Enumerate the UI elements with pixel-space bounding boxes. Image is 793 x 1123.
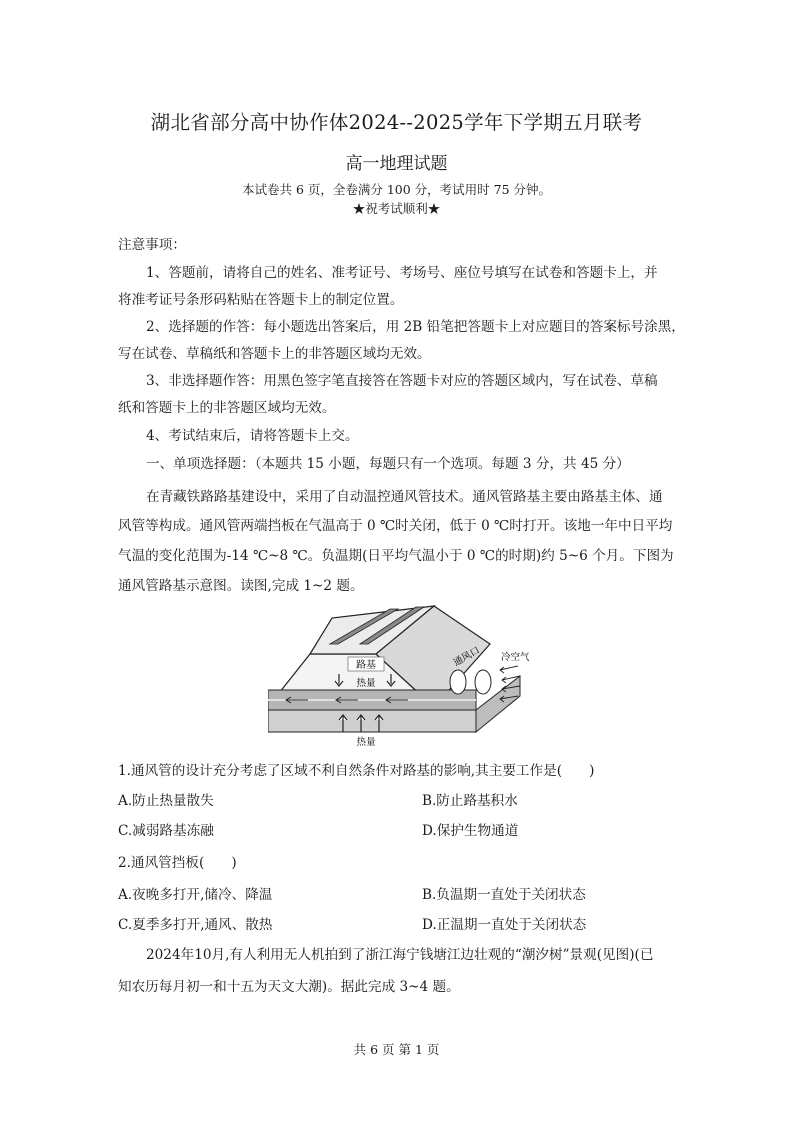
exam-info-line: 本试卷共 6 页，全卷满分 100 分，考试用时 75 分钟。 — [241, 182, 552, 197]
notice-item-1-line-2: 将准考证号条形码粘贴在答题卡上的制定位置。 — [118, 292, 404, 308]
passage-2-line-2: 知农历每月初一和十五为天文大潮)。据此完成 3~4 题。 — [118, 979, 460, 995]
question-2-option-b: B.负温期一直处于关闭状态 — [422, 887, 586, 903]
passage-1-line-4: 通风管路基示意图。读图,完成 1~2 题。 — [118, 578, 364, 594]
question-1-option-d: D.保护生物通道 — [422, 823, 519, 839]
passage-2-line-1: 2024年10月,有人利用无人机拍到了浙江海宁钱塘江边壮观的“潮汐树”景观(见图)(已 — [146, 947, 654, 963]
passage-1-line-1: 在青藏铁路路基建设中，采用了自动温控通风管技术。通风管路基主要由路基主体、通 — [146, 489, 663, 505]
notice-heading: 注意事项： — [118, 237, 186, 253]
question-2-option-a: A.夜晚多打开,储冷、降温 — [118, 887, 273, 903]
question-2-option-d: D.正温期一直处于关闭状态 — [422, 917, 587, 933]
question-2-stem: 2.通风管挡板( ) — [118, 855, 237, 871]
passage-1-line-3: 气温的变化范围为-14 ℃~8 ℃。负温期(日平均气温小于 0 ℃的时期)约 5~6 个月。下图为 — [118, 548, 674, 564]
notice-item-3-line-1: 3、非选择题作答：用黑色签字笔直接答在答题卡对应的答题区域内，写在试卷、草稿 — [146, 373, 658, 389]
vent-label: 通风口 — [451, 644, 482, 669]
section-heading: 一、单项选择题：（本题共 15 小题，每题只有一个选项。每题 3 分，共 45 分） — [146, 456, 630, 472]
question-1-option-a: A.防止热量散失 — [118, 793, 214, 809]
passage-1-line-2: 风管等构成。通风管两端挡板在气温高于 0 ℃时关闭，低于 0 ℃时打开。该地一年中日平均 — [118, 518, 673, 534]
heat-label-top: 热量 — [356, 678, 376, 689]
notice-item-4: 4、考试结束后，请将答题卡上交。 — [146, 428, 359, 444]
exam-subtitle: 高一地理试题 — [345, 154, 448, 174]
notice-item-3-line-2: 纸和答题卡上的非答题区域均无效。 — [118, 400, 336, 416]
question-1-stem: 1.通风管的设计充分考虑了区域不利自然条件对路基的影响,其主要工作是( ) — [118, 763, 595, 779]
heat-label-bottom: 热量 — [356, 737, 376, 748]
exam-title: 湖北省部分高中协作体2024--2025学年下学期五月联考 — [150, 111, 643, 134]
exam-blessing: ★祝考试顺利★ — [352, 201, 441, 216]
notice-item-2-line-2: 写在试卷、草稿纸和答题卡上的非答题区域均无效。 — [118, 346, 431, 362]
question-1-option-b: B.防止路基积水 — [422, 793, 518, 809]
ventilation-roadbed-diagram — [268, 604, 530, 750]
question-1-option-c: C.减弱路基冻融 — [118, 823, 214, 839]
cold-air-label: 冷空气 — [501, 652, 530, 663]
roadbed-label: 路基 — [356, 660, 376, 671]
question-2-option-c: C.夏季多打开,通风、散热 — [118, 917, 273, 933]
page-footer: 共 6 页 第 1 页 — [353, 1042, 440, 1057]
notice-item-2-line-1: 2、选择题的作答：每小题选出答案后，用 2B 铅笔把答题卡上对应题目的答案标号涂黑， — [146, 319, 685, 335]
notice-item-1-line-1: 1、答题前，请将自己的姓名、准考证号、考场号、座位号填写在试卷和答题卡上，并 — [146, 265, 658, 281]
